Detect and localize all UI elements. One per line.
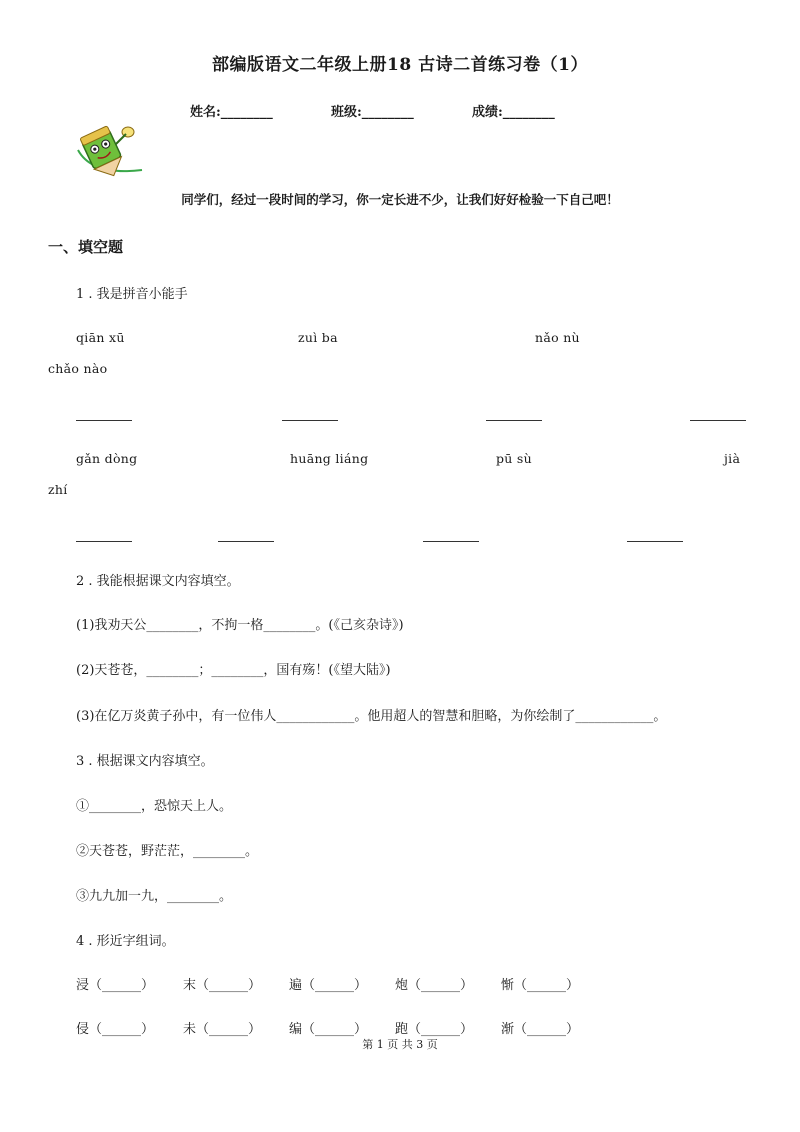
name-field: 姓名:________ bbox=[190, 105, 273, 120]
question-3-item: ③九九加一九，________。 bbox=[76, 889, 233, 904]
word-group-item: 炮（______） bbox=[395, 978, 474, 993]
question-2-item: (3)在亿万炎黄子孙中，有一位伟人____________。他用超人的智慧和胆略，为你绘制了____________。 bbox=[76, 709, 667, 724]
answer-blank[interactable] bbox=[218, 541, 274, 542]
section-fill-blank-heading: 一、填空题 bbox=[48, 238, 124, 256]
question-1-stem: 1 . 我是拼音小能手 bbox=[76, 287, 188, 302]
question-2-item: (2)天苍苍，________；________，国有殇！(《望大陆》) bbox=[76, 663, 391, 678]
answer-blank[interactable] bbox=[76, 420, 132, 421]
question-2-stem: 2 . 我能根据课文内容填空。 bbox=[76, 574, 240, 589]
question-4-stem: 4 . 形近字组词。 bbox=[76, 934, 175, 949]
pinyin-item: jià bbox=[724, 451, 741, 466]
pinyin-item: pū sù bbox=[496, 451, 532, 466]
pinyin-item: qiān xū bbox=[76, 330, 125, 345]
question-3-item: ①________，恐惊天上人。 bbox=[76, 799, 233, 814]
pinyin-item: zhí bbox=[48, 482, 68, 497]
word-group-item: 末（______） bbox=[183, 978, 262, 993]
page-title: 部编版语文二年级上册18 古诗二首练习卷（1） bbox=[212, 55, 588, 75]
word-group-item: 浸（______） bbox=[76, 978, 155, 993]
word-group-item: 编（______） bbox=[289, 1022, 368, 1037]
class-field: 班级:________ bbox=[331, 105, 414, 120]
question-3-item: ②天苍苍，野茫茫，________。 bbox=[76, 844, 259, 859]
answer-blank[interactable] bbox=[282, 420, 338, 421]
greeting-text: 同学们，经过一段时间的学习，你一定长进不少，让我们好好检验一下自己吧！ bbox=[181, 192, 619, 207]
word-group-item: 未（______） bbox=[183, 1022, 262, 1037]
answer-blank[interactable] bbox=[423, 541, 479, 542]
word-group-item: 侵（______） bbox=[76, 1022, 155, 1037]
score-field: 成绩:________ bbox=[472, 105, 555, 120]
word-group-item: 惭（______） bbox=[501, 978, 580, 993]
question-2-item: (1)我劝天公________，不拘一格________。(《己亥杂诗》) bbox=[76, 618, 404, 633]
pencil-mascot-icon bbox=[72, 120, 146, 178]
word-group-item: 跑（______） bbox=[395, 1022, 474, 1037]
word-group-item: 渐（______） bbox=[501, 1022, 580, 1037]
word-group-item: 遍（______） bbox=[289, 978, 368, 993]
answer-blank[interactable] bbox=[690, 420, 746, 421]
answer-blank[interactable] bbox=[76, 541, 132, 542]
pinyin-item: zuì ba bbox=[298, 330, 338, 345]
page-footer: 第 1 页 共 3 页 bbox=[362, 1038, 438, 1051]
pinyin-item: gǎn dòng bbox=[76, 451, 138, 466]
pinyin-item: chǎo nào bbox=[48, 361, 108, 376]
pinyin-item: huāng liáng bbox=[290, 451, 369, 466]
question-3-stem: 3 . 根据课文内容填空。 bbox=[76, 754, 214, 769]
answer-blank[interactable] bbox=[627, 541, 683, 542]
answer-blank[interactable] bbox=[486, 420, 542, 421]
pinyin-item: nǎo nù bbox=[535, 330, 580, 345]
